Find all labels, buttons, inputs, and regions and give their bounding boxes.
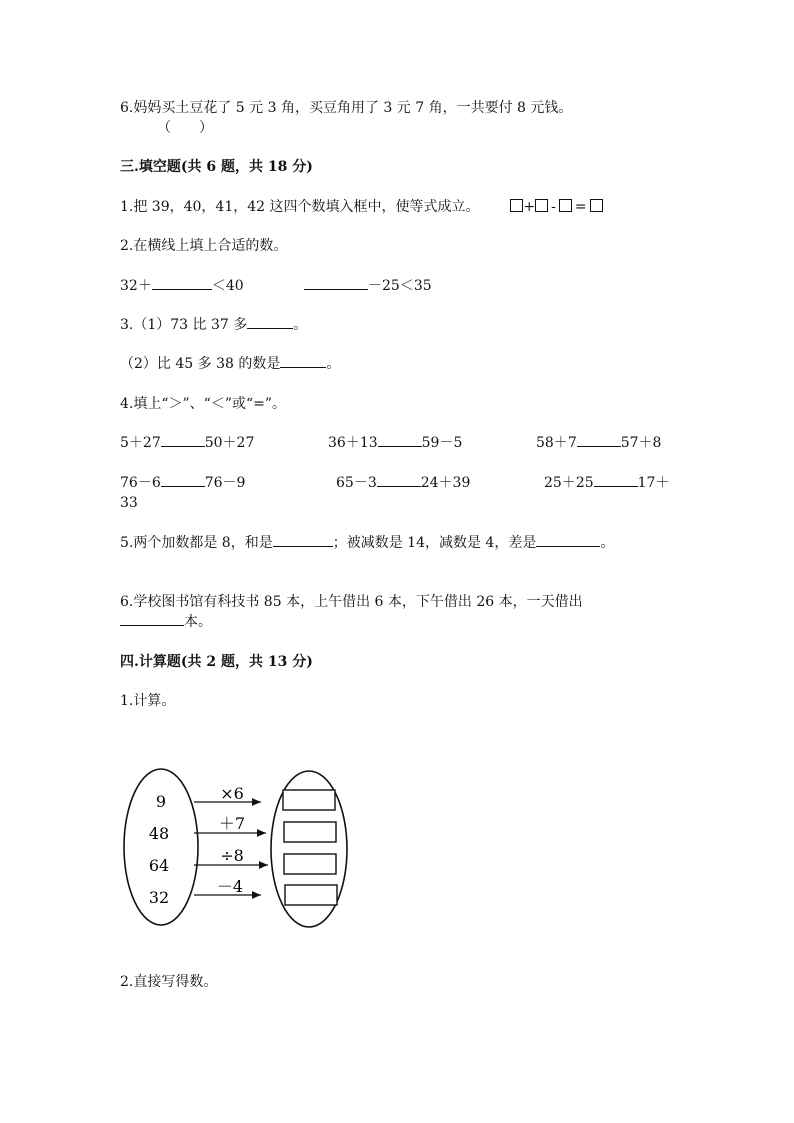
operation-label-1: ×6 (220, 784, 244, 803)
answer-blank[interactable] (273, 533, 333, 547)
section-4-heading: 四.计算题(共 2 题，共 13 分) (120, 654, 313, 670)
compare-right: 50＋27 (204, 435, 255, 451)
compare-left: 76－6 (120, 475, 161, 491)
compare-item-3 (536, 433, 661, 453)
section-3-heading: 三.填空题(共 6 题，共 18 分) (120, 159, 313, 175)
answer-box-4[interactable] (590, 199, 603, 212)
answer-blank[interactable] (280, 354, 326, 368)
answer-blank[interactable] (594, 473, 638, 487)
mapping-diagram (118, 762, 358, 932)
compare-item-6 (544, 473, 669, 493)
answer-box[interactable] (283, 790, 335, 810)
answer-blank[interactable] (152, 276, 212, 290)
fill-question-2: 2.在横线上填上合适的数。 (120, 238, 288, 254)
q5-text-a: 5.两个加数都是 8，和是 (120, 535, 273, 551)
answer-blank[interactable] (377, 473, 421, 487)
q5-text-c: 。 (600, 535, 615, 551)
q3-part1-text: 3.（1）73 比 37 多 (120, 317, 248, 333)
input-value-4: 32 (148, 888, 170, 907)
compare-left: 5＋27 (120, 435, 161, 451)
compare-left: 58＋7 (536, 435, 577, 451)
answer-box[interactable] (285, 885, 337, 905)
q5-text-b: ；被减数是 14，减数是 4，差是 (332, 535, 537, 551)
fill-question-2b (304, 276, 432, 296)
compare-item-2 (328, 433, 462, 453)
answer-blank[interactable] (161, 433, 205, 447)
answer-box-2[interactable] (535, 199, 548, 212)
q3-part2-end: 。 (326, 356, 341, 372)
compare-right: 76－9 (204, 475, 246, 491)
q2b-right: －25＜35 (368, 278, 432, 294)
compare-item-5 (336, 473, 470, 493)
q2a-right: ＜40 (211, 278, 244, 294)
compare-left: 36＋13 (328, 435, 378, 451)
answer-blank[interactable] (536, 533, 600, 547)
q6-suffix: 本。 (184, 614, 212, 630)
answer-box[interactable] (284, 822, 336, 842)
calc-question-1: 1.计算。 (120, 693, 176, 709)
q2a-left: 32＋ (120, 278, 152, 294)
answer-blank[interactable] (304, 276, 368, 290)
compare-right: 17＋ (637, 475, 670, 491)
minus-sign: - (551, 199, 556, 215)
fill-question-6-line2 (120, 612, 212, 632)
judge-question-6: 6.妈妈买土豆花了 5 元 3 角，买豆角用了 3 元 7 角，一共要付 8 元钱。 (120, 100, 573, 116)
answer-box[interactable] (284, 854, 336, 874)
operation-label-2: ＋7 (218, 814, 246, 833)
answer-blank[interactable] (161, 473, 205, 487)
input-value-2: 48 (148, 824, 170, 843)
compare-item-4 (120, 473, 245, 493)
q3-part2-text: （2）比 45 多 38 的数是 (120, 356, 281, 372)
answer-parentheses[interactable]: （ ） (157, 120, 213, 136)
fill-question-4: 4.填上“＞”、“＜”或“=”。 (120, 396, 287, 412)
compare-left: 25＋25 (544, 475, 594, 491)
fill-question-3-part1 (120, 315, 307, 335)
fill-question-1-text: 1.把 39，40，41，42 这四个数填入框中，使等式成立。 (120, 199, 480, 215)
operation-label-4: －4 (216, 877, 244, 896)
q3-part1-end: 。 (293, 317, 308, 333)
compare-item-1 (120, 433, 254, 453)
compare-right: 24＋39 (420, 475, 471, 491)
input-value-3: 64 (148, 856, 170, 875)
answer-blank[interactable] (120, 612, 184, 626)
compare-item-6-wrap: 33 (120, 495, 138, 511)
fill-question-3-part2 (120, 354, 340, 374)
fill-question-6: 6.学校图书馆有科技书 85 本，上午借出 6 本，下午借出 26 本，一天借出 (120, 594, 583, 610)
compare-left: 65－3 (336, 475, 377, 491)
answer-blank[interactable] (577, 433, 621, 447)
answer-blank[interactable] (247, 315, 293, 329)
equals-sign: = (574, 199, 587, 215)
operation-label-3: ÷8 (220, 846, 244, 865)
answer-box-3[interactable] (559, 199, 572, 212)
answer-box-1[interactable] (510, 199, 523, 212)
answer-blank[interactable] (378, 433, 422, 447)
fill-question-5 (120, 533, 614, 553)
calc-question-2: 2.直接写得数。 (120, 974, 218, 990)
compare-right: 57＋8 (620, 435, 662, 451)
compare-right: 59－5 (421, 435, 463, 451)
fill-question-2a (120, 276, 244, 296)
input-value-1: 9 (155, 792, 167, 811)
plus-sign: + (523, 199, 536, 215)
fill-question-1 (120, 197, 603, 217)
